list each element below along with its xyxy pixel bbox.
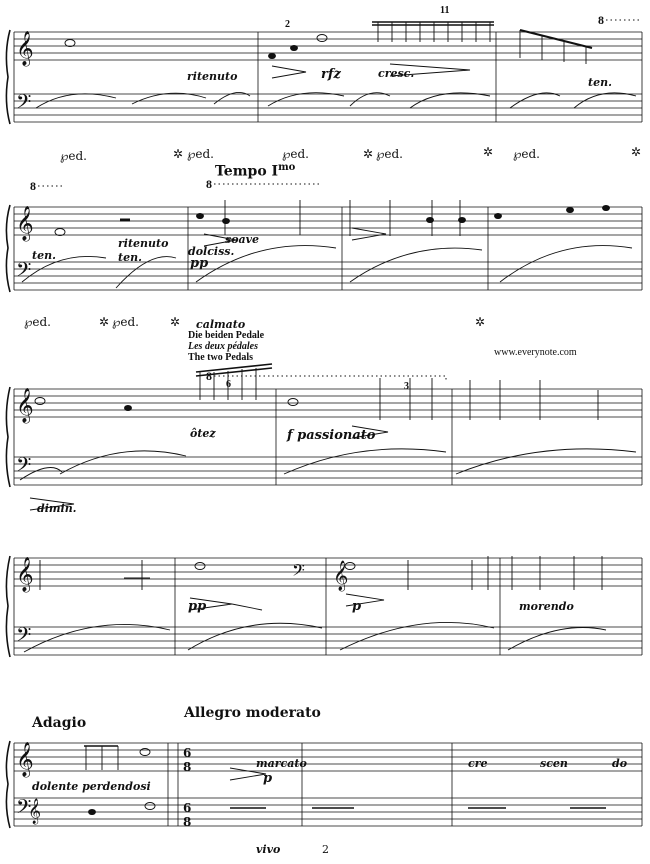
svg-text:𝄢: 𝄢 <box>16 623 32 651</box>
dyn-pp-2: pp <box>188 599 207 614</box>
expr-dolente-perdendosi: dolente perdendosi <box>32 780 151 793</box>
pedal-release-1: ✲ <box>173 147 184 161</box>
svg-text:𝄞: 𝄞 <box>16 206 34 241</box>
expr-dolciss: dolciss. <box>188 245 235 258</box>
svg-text:𝄞: 𝄞 <box>333 561 349 591</box>
note-clusters <box>20 19 636 815</box>
expr-ritenuto-2: ritenuto <box>118 237 169 250</box>
svg-text:𝄢: 𝄢 <box>16 795 32 823</box>
page-number: 2 <box>322 843 329 856</box>
svg-text:6: 6 <box>183 801 192 815</box>
pedal-release-6: ✲ <box>170 315 181 329</box>
expr-vivo: vivo <box>256 843 281 856</box>
tuplet-3: 3 <box>404 381 409 392</box>
pedal-mark-1: ℘ed. <box>60 149 87 163</box>
svg-text:𝄞: 𝄞 <box>16 557 34 592</box>
pedal-note-line3: The two Pedals <box>188 352 253 363</box>
expr-ten-1: ten. <box>588 76 612 89</box>
pedal-mark-2: ℘ed. <box>187 147 214 161</box>
svg-text:𝄞: 𝄞 <box>28 799 42 824</box>
tempo-primo-sup: mo <box>278 162 296 173</box>
expr-marcato: marcato <box>256 757 307 770</box>
expr-soave: soave <box>225 233 260 246</box>
ottava-4: 8 <box>206 369 212 383</box>
pedal-mark-7: ℘ed. <box>112 315 139 329</box>
svg-text:𝄞: 𝄞 <box>16 388 34 423</box>
pedal-release-3: ✲ <box>483 145 494 159</box>
dyn-pp-1: pp <box>190 256 209 271</box>
expr-ritenuto-1: ritenuto <box>187 70 238 83</box>
svg-text:𝄞: 𝄞 <box>16 742 34 777</box>
svg-text:𝄢: 𝄢 <box>16 258 32 286</box>
dyn-p-2: p <box>263 771 273 786</box>
tempo-primo <box>215 163 295 179</box>
tempo-adagio: Adagio <box>32 715 87 731</box>
svg-text:𝄢: 𝄢 <box>292 560 305 584</box>
tempo-primo-text: Tempo I <box>215 163 279 180</box>
dyn-f-passionato: f passionato <box>287 428 376 443</box>
svg-text:8: 8 <box>183 815 192 829</box>
expr-calmato: calmato <box>196 318 246 331</box>
ottava-2: 8 <box>30 179 36 193</box>
svg-text:6: 6 <box>183 746 192 760</box>
website-credit: www.everynote.com <box>494 347 577 358</box>
expr-rfz: rfz <box>321 67 341 82</box>
pedal-mark-5: ℘ed. <box>513 147 540 161</box>
time-signatures <box>183 746 191 829</box>
expr-dimin: dimin. <box>37 502 77 515</box>
expr-ten-2: ten. <box>32 249 56 262</box>
pedal-release-7: ✲ <box>475 315 486 329</box>
expr-otez: ôtez <box>190 427 216 440</box>
ottava-1: 8 <box>598 13 604 27</box>
pedal-mark-3: ℘ed. <box>282 147 309 161</box>
ottava-3: 8 <box>206 177 212 191</box>
expr-ten-3: ten. <box>118 251 142 264</box>
svg-text:8: 8 <box>183 760 192 774</box>
pedal-mark-6: ℘ed. <box>24 315 51 329</box>
dyn-p-1: p <box>352 599 362 614</box>
pedal-release-5: ✲ <box>99 315 110 329</box>
svg-text:𝄞: 𝄞 <box>16 31 34 66</box>
system-2 <box>14 207 642 290</box>
expr-morendo: morendo <box>519 600 574 613</box>
pedal-note-line2: Les deux pédales <box>188 341 258 352</box>
expr-cresc-1: cresc. <box>378 67 415 80</box>
pedal-release-2: ✲ <box>363 147 374 161</box>
expr-do: do <box>612 757 628 770</box>
pedal-release-4: ✲ <box>631 145 642 159</box>
fingering-6: 6 <box>226 379 231 390</box>
expr-cre: cre <box>468 757 488 770</box>
pedal-note-line1: Die beiden Pedale <box>188 330 265 341</box>
tuplet-11: 11 <box>440 5 450 16</box>
system-braces <box>6 30 10 828</box>
tempo-allegro-moderato: Allegro moderato <box>184 705 321 721</box>
fingering-2: 2 <box>285 19 290 30</box>
expr-scen: scen <box>540 757 568 770</box>
pedal-mark-4: ℘ed. <box>376 147 403 161</box>
svg-text:𝄢: 𝄢 <box>16 453 32 481</box>
svg-text:𝄢: 𝄢 <box>16 90 32 118</box>
